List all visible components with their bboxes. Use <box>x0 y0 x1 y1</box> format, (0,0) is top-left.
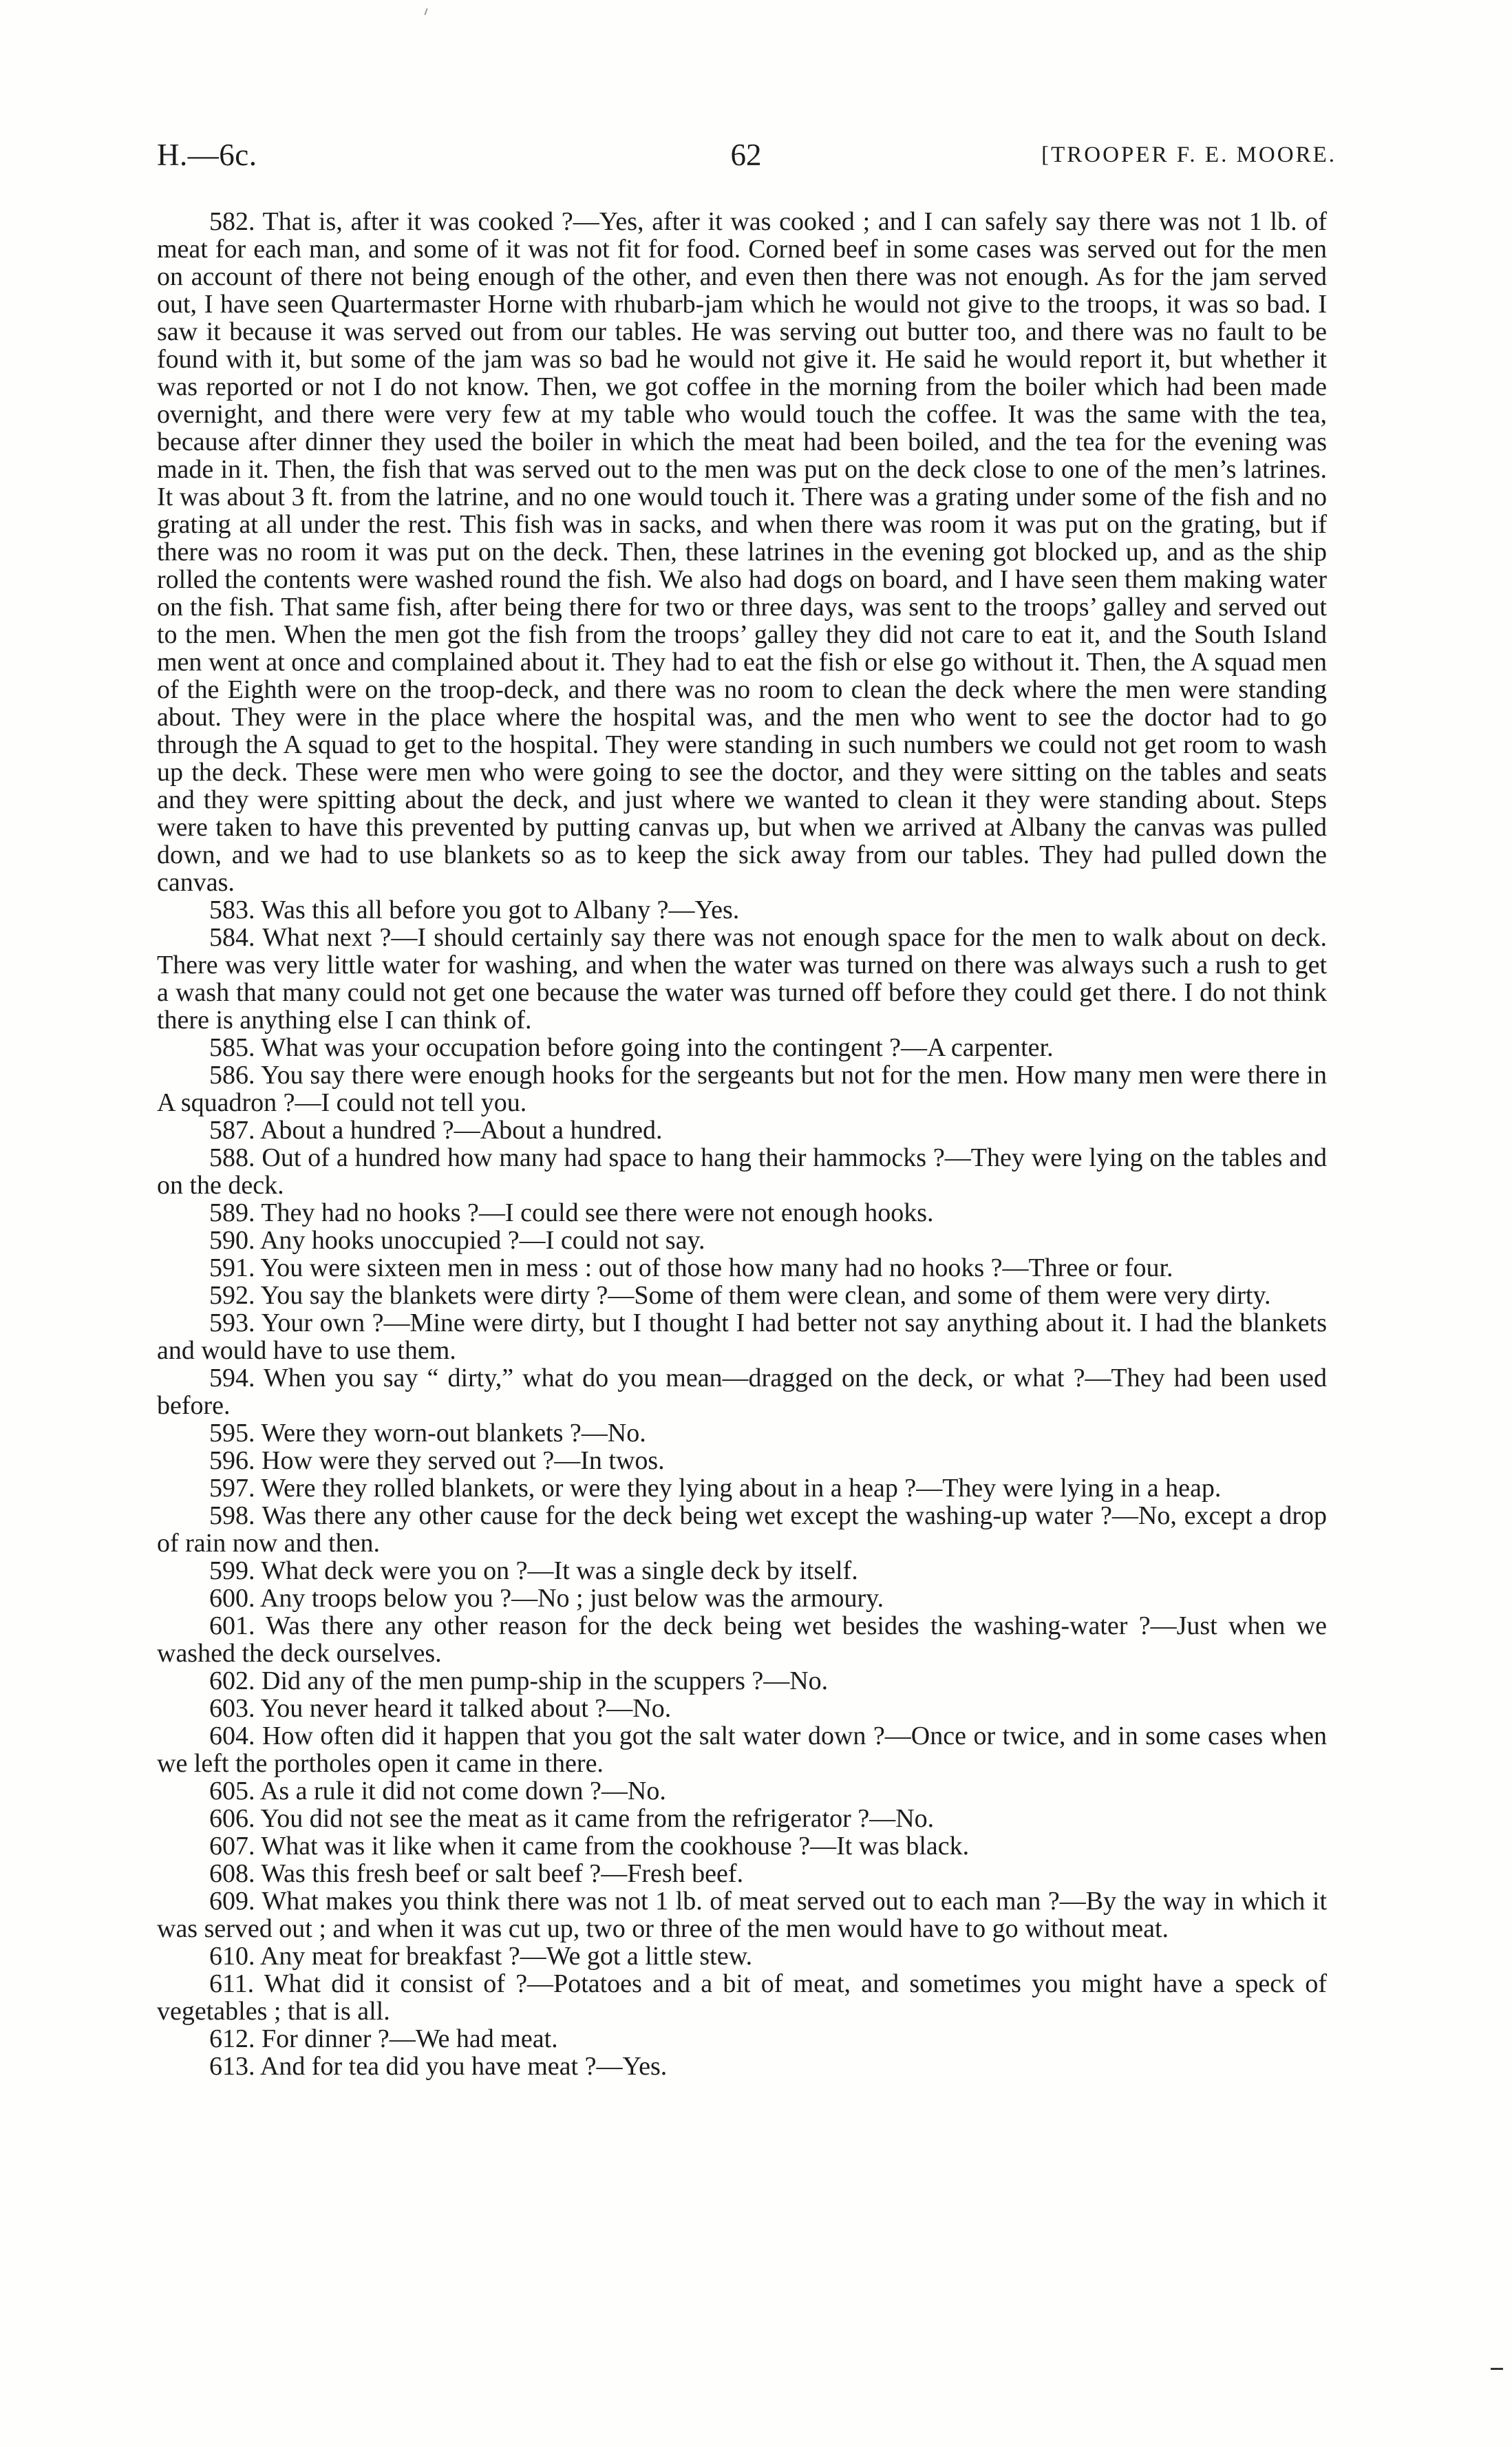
paragraph-607 <box>157 1832 1327 1860</box>
paragraph-text: What deck were you on ?—It was a single deck by itself. <box>261 1556 858 1585</box>
paragraph-text: What was your occupation before going into the contingent ?—A carpenter. <box>261 1033 1054 1062</box>
paragraph-text: Was there any other cause for the deck being wet except the washing-up water ?—No, except a drop of rain now and then. <box>157 1501 1327 1558</box>
paragraph-number: 595. <box>209 1419 255 1448</box>
paragraph-number: 605. <box>209 1777 255 1805</box>
paragraph-text: And for tea did you have meat ?—Yes. <box>259 2052 668 2081</box>
paragraph-text: Any meat for breakfast ?—We got a little stew. <box>259 1942 753 1971</box>
paragraph-number: 612. <box>209 2024 255 2053</box>
paragraph-text: When you say “ dirty,” what do you mean—dragged on the deck, or what ?—They had been used before. <box>157 1364 1327 1420</box>
paragraph-text: Was this all before you got to Albany ?—Yes. <box>261 896 740 924</box>
paragraph-number: 606. <box>209 1804 255 1833</box>
paragraph-number: 594. <box>209 1364 255 1392</box>
paragraph-589 <box>157 1199 1327 1227</box>
paragraph-584 <box>157 924 1327 1034</box>
paragraph-604 <box>157 1722 1327 1777</box>
paragraph-text: You say the blankets were dirty ?—Some of them were clean, and some of them were very dirty. <box>260 1281 1271 1310</box>
testimony-body <box>157 208 1327 2080</box>
paragraph-606 <box>157 1805 1327 1832</box>
paragraph-text: You did not see the meat as it came from the refrigerator ?—No. <box>260 1804 935 1833</box>
paragraph-text: Did any of the men pump-ship in the scuppers ?—No. <box>262 1666 829 1695</box>
paragraph-number: 584. <box>209 923 255 952</box>
paragraph-number: 597. <box>209 1474 255 1503</box>
paragraph-text: What did it consist of ?—Potatoes and a bit of meat, and sometimes you might have a speck of vegetables ; that is all. <box>157 1969 1327 2026</box>
paragraph-text: About a hundred ?—About a hundred. <box>259 1116 663 1145</box>
paragraph-612 <box>157 2025 1327 2053</box>
paragraph-text: Was this fresh beef or salt beef ?—Fresh beef. <box>261 1859 744 1888</box>
paragraph-number: 602. <box>209 1666 255 1695</box>
paragraph-number: 583. <box>209 896 255 924</box>
paragraph-number: 609. <box>209 1887 255 1916</box>
paragraph-611 <box>157 1970 1327 2025</box>
paragraph-number: 587. <box>209 1116 255 1145</box>
paragraph-594 <box>157 1364 1327 1419</box>
witness-name: [TROOPER F. E. MOORE. <box>1041 142 1337 167</box>
paragraph-number: 601. <box>209 1611 255 1640</box>
paragraph-text: Any hooks unoccupied ?—I could not say. <box>259 1226 705 1255</box>
paragraph-number: 591. <box>209 1253 255 1282</box>
scan-mark-top <box>424 8 427 15</box>
paragraph-599 <box>157 1557 1327 1585</box>
paragraph-text: For dinner ?—We had meat. <box>262 2024 558 2053</box>
paragraph-613 <box>157 2053 1327 2080</box>
paragraph-603 <box>157 1695 1327 1722</box>
paragraph-text: As a rule it did not come down ?—No. <box>259 1777 666 1805</box>
paragraph-600 <box>157 1585 1327 1612</box>
paragraph-609 <box>157 1887 1327 1942</box>
paragraph-596 <box>157 1447 1327 1474</box>
paragraph-text: What was it like when it came from the cookhouse ?—It was black. <box>261 1832 970 1861</box>
paragraph-number: 589. <box>209 1198 255 1227</box>
paragraph-number: 600. <box>209 1584 255 1613</box>
paragraph-number: 585. <box>209 1033 255 1062</box>
paragraph-text: How often did it happen that you got the salt water down ?—Once or twice, and in some cases when we left the portholes open it came in there. <box>157 1722 1327 1778</box>
paragraph-text: Were they worn-out blankets ?—No. <box>261 1419 646 1448</box>
paragraph-number: 611. <box>209 1969 255 1998</box>
paragraph-585 <box>157 1034 1327 1061</box>
paragraph-608 <box>157 1860 1327 1887</box>
paragraph-583 <box>157 896 1327 924</box>
paragraph-592 <box>157 1282 1327 1309</box>
paragraph-text: They had no hooks ?—I could see there were not enough hooks. <box>261 1198 934 1227</box>
paragraph-582 <box>157 208 1327 896</box>
paragraph-text: Your own ?—Mine were dirty, but I thought I had better not say anything about it. I had the blankets and would have to use them. <box>157 1309 1328 1365</box>
paragraph-text: You never heard it talked about ?—No. <box>260 1694 672 1723</box>
paragraph-590 <box>157 1227 1327 1254</box>
paragraph-610 <box>157 1942 1327 1970</box>
paragraph-591 <box>157 1254 1327 1282</box>
paragraph-text: You were sixteen men in mess : out of those how many had no hooks ?—Three or four. <box>260 1253 1173 1282</box>
paragraph-number: 582. <box>209 207 255 236</box>
paragraph-605 <box>157 1777 1327 1805</box>
paragraph-number: 588. <box>209 1143 255 1172</box>
scan-mark-right <box>1491 2368 1503 2370</box>
paragraph-number: 599. <box>209 1556 255 1585</box>
paragraph-text: Were they rolled blankets, or were they lying about in a heap ?—They were lying in a heap. <box>261 1474 1222 1503</box>
paragraph-text: That is, after it was cooked ?—Yes, after it was cooked ; and I can safely say there was not 1 lb. of meat for each man, and some of it was not fit for food. Corned beef in some cases was served out for the men on account of there not being enough of the other, and even then there was not enough. As for the jam served out, I have seen Quartermaster Horne with rhubarb-jam which he would not give to the troops, it was so bad. I saw it because it was served out from our tables. He was serving out butter too, and there was no fault to be found with it, but some of the jam was so bad he would not give it. He said he would report it, but whether it was reported or not I do not know. Then, we got coffee in the morning from the boiler which had been made overnight, and there were very few at my table who would touch the coffee. It was the same with the tea, because after dinner they used the boiler in which the meat had been boiled, and the tea for the evening was made in it. Then, the fish that was served out to the men was put on the deck close to one of the men’s latrines. It was about 3 ft. from the latrine, and no one would touch it. There was a grating under some of the fish and no grating at all under the rest. This fish was in sacks, and when there was room it was put on the grating, but if there was no room it was put on the deck. Then, these latrines in the evening got blocked up, and as the ship rolled the contents were washed round the fish. We also had dogs on board, and I have seen them making water on the fish. That same fish, after being there for two or three days, was sent to the troops’ galley and served out to the men. When the men got the fish from the troops’ galley they did not care to eat it, and the South Island men went at once and complained about it. They had to eat the fish or else go without it. Then, the A squad men of the Eighth were on the troop-deck, and there was no room to clean the deck where the men were standing about. They were in the place where the hospital was, and the men who went to see the doctor had to go through the A squad to get to the hospital. They were standing in such numbers we could not get room to wash up the deck. These were men who were going to see the doctor, and they were sitting on the tables and seats and they were spitting about the deck, and just where we wanted to clean it they were standing about. Steps were taken to have this prevented by putting canvas up, but when we arrived at Albany the canvas was pulled down, and we had to use blankets so as to keep the sick away from our tables. They had pulled down the canvas. <box>157 207 1327 897</box>
page-header <box>157 136 1337 173</box>
paragraph-number: 586. <box>209 1061 255 1090</box>
paragraph-text: Any troops below you ?—No ; just below was the armoury. <box>259 1584 884 1613</box>
paragraph-number: 608. <box>209 1859 255 1888</box>
paragraph-number: 593. <box>209 1309 255 1337</box>
paragraph-586 <box>157 1061 1327 1116</box>
paragraph-595 <box>157 1419 1327 1447</box>
paragraph-588 <box>157 1144 1327 1199</box>
document-reference: H.—6c. <box>157 138 257 172</box>
paragraph-597 <box>157 1474 1327 1502</box>
paragraph-598 <box>157 1502 1327 1557</box>
paragraph-593 <box>157 1309 1327 1364</box>
paragraph-text: Was there any other reason for the deck being wet besides the washing-water ?—Just when we washed the deck ourselves. <box>157 1611 1327 1668</box>
paragraph-text: Out of a hundred how many had space to hang their hammocks ?—They were lying on the tables and on the deck. <box>157 1143 1328 1200</box>
paragraph-text: You say there were enough hooks for the sergeants but not for the men. How many men were there in A squadron ?—I could not tell you. <box>157 1061 1327 1117</box>
paragraph-number: 613. <box>209 2052 255 2081</box>
paragraph-number: 607. <box>209 1832 255 1861</box>
paragraph-601 <box>157 1612 1327 1667</box>
paragraph-602 <box>157 1667 1327 1695</box>
paragraph-number: 604. <box>209 1722 255 1750</box>
page-number: 62 <box>730 138 762 172</box>
paragraph-number: 590. <box>209 1226 255 1255</box>
paragraph-text: How were they served out ?—In twos. <box>262 1446 665 1475</box>
paragraph-number: 598. <box>209 1501 255 1530</box>
paragraph-text: What next ?—I should certainly say there was not enough space for the men to walk about on deck. There was very little water for washing, and when the water was turned on there was always such a rush to get a wash that many could not get one because the water was turned off before they could get there. I do not think there is anything else I can think of. <box>157 923 1327 1035</box>
paragraph-587 <box>157 1116 1327 1144</box>
paragraph-number: 596. <box>209 1446 255 1475</box>
paragraph-number: 603. <box>209 1694 255 1723</box>
paragraph-number: 592. <box>209 1281 255 1310</box>
paragraph-text: What makes you think there was not 1 lb. of meat served out to each man ?—By the way in which it was served out ; and when it was cut up, two or three of the men would have to go without meat. <box>157 1887 1327 1943</box>
paragraph-number: 610. <box>209 1942 255 1971</box>
